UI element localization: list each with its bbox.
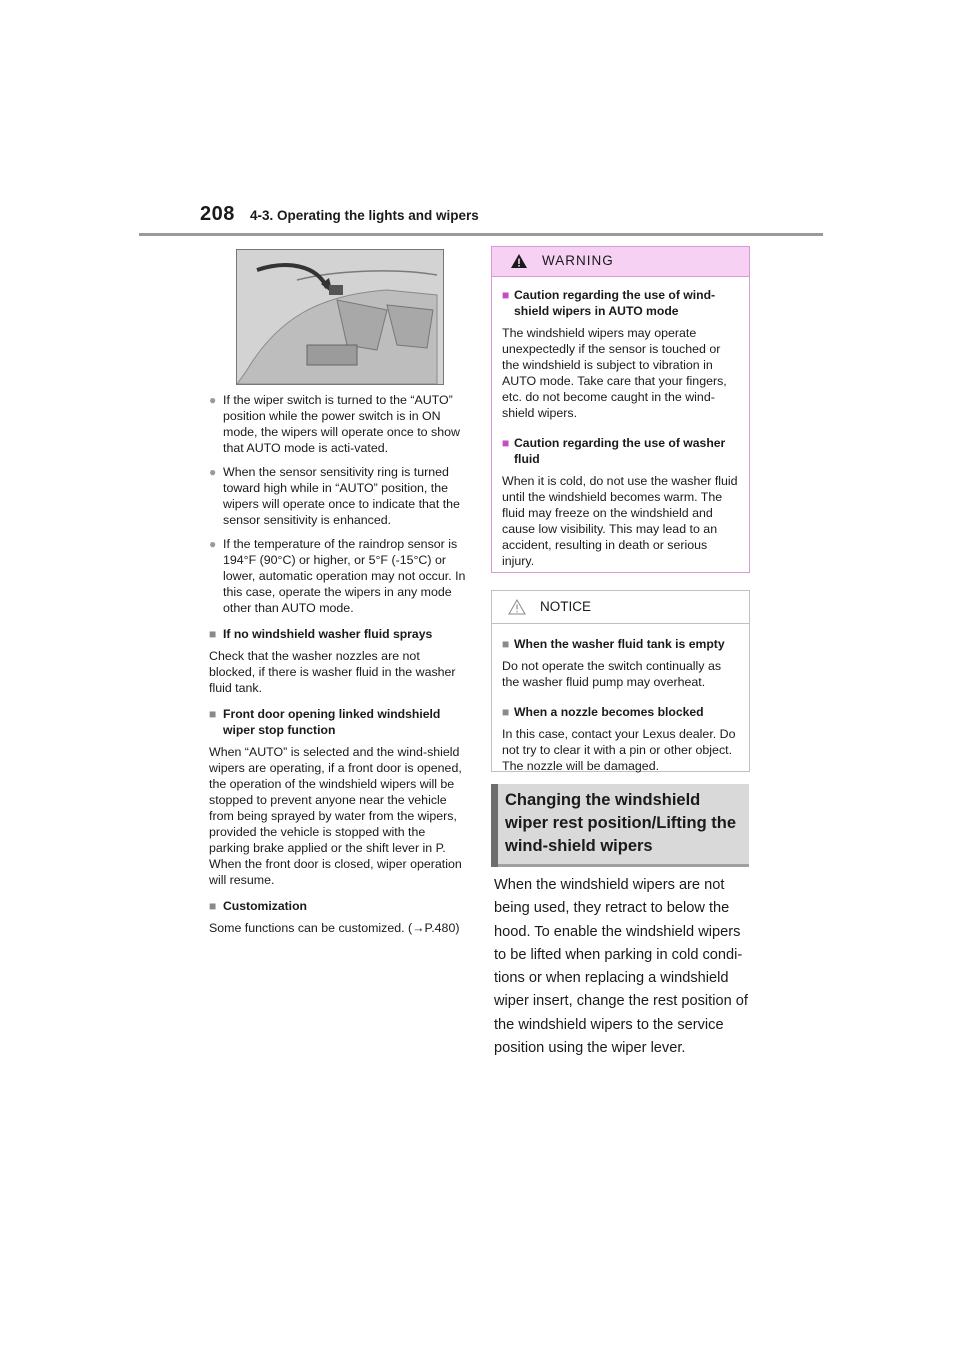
bullet-icon: ●	[209, 537, 217, 551]
bullet-item	[209, 392, 467, 456]
bullet-item	[209, 464, 467, 528]
section-heading-box	[491, 784, 749, 867]
notice-item-text: Do not operate the switch continually as the washer fluid pump may overheat.	[502, 659, 722, 689]
car-interior-illustration	[236, 249, 444, 385]
bullet-icon: ●	[209, 393, 217, 407]
notice-item-title: ■ When a nozzle becomes blocked	[502, 705, 704, 719]
warning-box	[491, 246, 750, 573]
square-bullet-icon: ■	[209, 707, 217, 721]
section-heading: Changing the windshield wiper rest position/Lifting the wind-shield wipers	[505, 791, 736, 855]
square-bullet-icon: ■	[209, 899, 217, 913]
bullet-icon: ●	[209, 465, 217, 479]
section-title: 4-3. Operating the lights and wipers	[250, 208, 479, 223]
notice-box	[491, 590, 750, 772]
bullet-text: If the wiper switch is turned to the “AUTO” position while the power switch is in ON mode, the wipers will operate once to show that AUTO mode is acti-vated.	[223, 393, 460, 455]
raindrop-sensor-illustration	[237, 250, 443, 384]
subsection-heading: ■ Front door opening linked windshield wiper stop function	[209, 707, 441, 737]
square-bullet-icon: ■	[502, 705, 510, 719]
bullet-text: If the temperature of the raindrop sensor is 194°F (90°C) or higher, or 5°F (-15°C) or lower, automatic operation may not occur. In this case, operate the wipers in any mode other than AUTO mode.	[223, 537, 466, 615]
warning-item-title: ■ Caution regarding the use of washer fluid	[502, 436, 726, 466]
warning-item-text: When it is cold, do not use the washer fluid until the windshield becomes warm. The fluid may freeze on the windshield and cause low visibility. This may lead to an accident, resulting in death or serious injury.	[502, 474, 738, 568]
header-rule	[139, 233, 823, 236]
square-bullet-icon: ■	[502, 637, 510, 651]
notice-item-text: In this case, contact your Lexus dealer. Do not try to clear it with a pin or other object. The nozzle will be damaged.	[502, 727, 736, 773]
notice-header	[492, 591, 749, 624]
notice-label: NOTICE	[540, 599, 592, 614]
bullet-item	[209, 536, 467, 616]
page-number: 208	[200, 203, 235, 225]
warning-label: WARNING	[542, 253, 614, 268]
bullet-text: When the sensor sensitivity ring is turned toward high while in “AUTO” position, the wipers will operate once to indicate that the sensor sensitivity is enhanced.	[223, 465, 460, 527]
customization-reference: Some functions can be customized. (→P.480)	[209, 921, 460, 935]
subsection-heading: ■ Customization	[209, 899, 307, 913]
heading-accent-bar	[491, 784, 498, 867]
subsection-heading: ■ If no windshield washer fluid sprays	[209, 627, 433, 641]
subsection-text: When “AUTO” is selected and the wind-shield wipers are operating, if a front door is opened, the operation of the windshield wipers will be stopped to prevent anyone near the vehicle from being sprayed by water from the wipers, provided the vehicle is stopped with the parking brake applied or the shift lever in P. When the front door is closed, wiper operation will resume.	[209, 745, 462, 887]
notice-triangle-icon	[508, 599, 526, 615]
notice-body	[492, 624, 749, 774]
section-body-text: When the windshield wipers are not being used, they retract to below the hood. To enable the windshield wipers to be lifted when parking in cold condi-tions or when replacing a windshield wiper insert, change the rest position of the windshield wipers to the service position using the wiper lever.	[494, 877, 748, 1057]
warning-triangle-icon	[510, 253, 528, 269]
warning-body	[492, 277, 749, 569]
warning-item-title: ■ Caution regarding the use of wind-shield wipers in AUTO mode	[502, 288, 716, 318]
square-bullet-icon: ■	[502, 288, 510, 302]
warning-item-text: The windshield wipers may operate unexpectedly if the sensor is touched or the windshield is subject to vibration in AUTO mode. Take care that your fingers, etc. do not become caught in the wind-shield wipers.	[502, 326, 727, 420]
warning-header	[492, 247, 749, 277]
notice-item-title: ■ When the washer fluid tank is empty	[502, 637, 725, 651]
left-column	[209, 392, 467, 944]
subsection-text: Check that the washer nozzles are not blocked, if there is washer fluid in the washer fluid tank.	[209, 649, 456, 695]
square-bullet-icon: ■	[209, 627, 217, 641]
square-bullet-icon: ■	[502, 436, 510, 450]
page-header	[0, 0, 960, 240]
